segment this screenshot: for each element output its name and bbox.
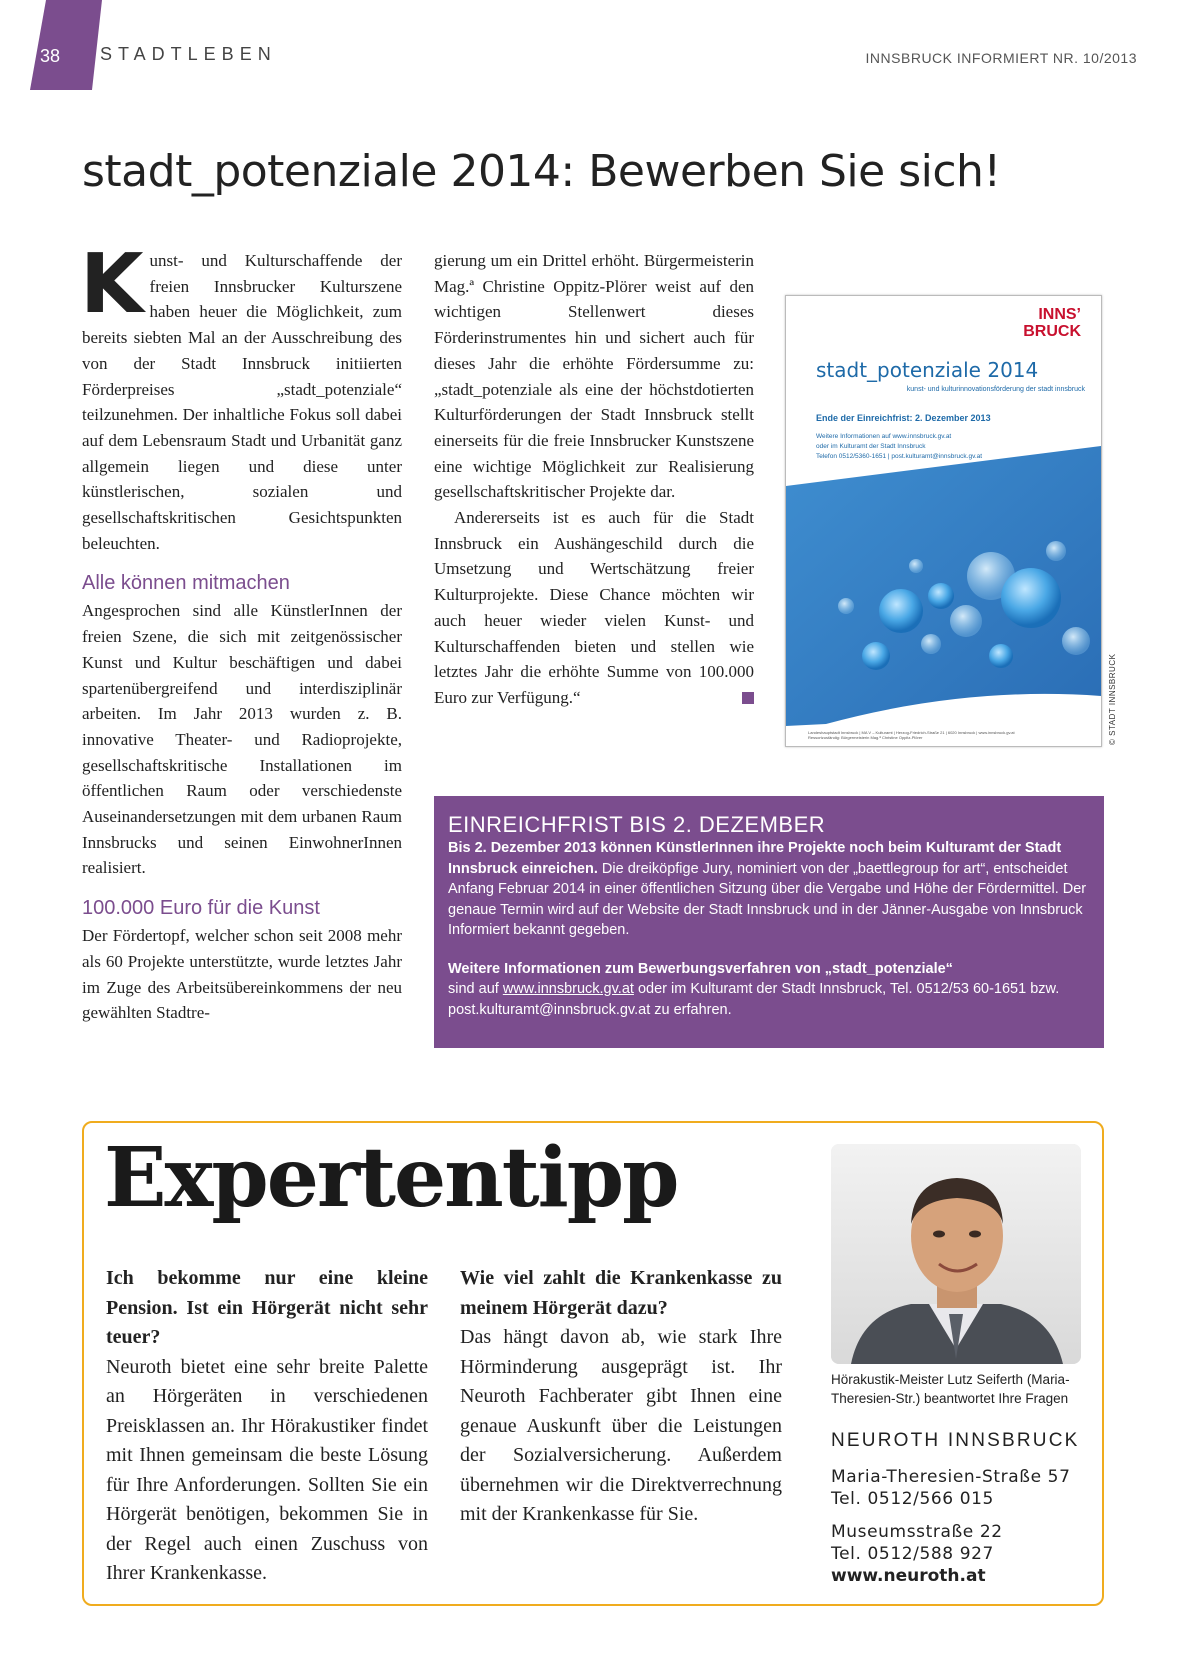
brochure-title: stadt_potenziale 2014: [816, 358, 1039, 382]
address-1-phone: Tel. 0512/566 015: [831, 1489, 994, 1509]
photo-credit: © STADT INNSBRUCK: [1108, 653, 1117, 745]
brochure-deadline: Ende der Einreichfrist: 2. Dezember 2013: [816, 413, 991, 423]
bubbles-graphic: [786, 446, 1101, 746]
expert-tip-title: Expertentipp: [104, 1130, 678, 1226]
address-block-1: [831, 1466, 1071, 1510]
portrait-caption: Hörakustik-Meister Lutz Seiferth (Maria-Theresien-Str.) beantwortet Ihre Fragen: [831, 1372, 1070, 1406]
brochure-subtitle: kunst- und kulturinnovationsförderung der stadt innsbruck: [906, 386, 1085, 393]
innsbruck-website-link[interactable]: www.innsbruck.gv.at: [502, 981, 634, 997]
brochure-info-line-3: Telefon 0512/5360-1651 | post.kulturamt@innsbruck.gv.at: [816, 453, 983, 460]
address-block-2: [831, 1521, 1003, 1587]
paragraph-4-text: Andererseits ist es auch für die Stadt Innsbruck ein Aushängeschild durch die Umsetzung und Wertschätzung freier Kulturprojekte. Diese Chance möchten wir auch heuer wieder vielen Kunst- und Kulturschaffenden bieten und stellen wie letztes Jahr die erhöhte Summe von 100.000 Euro zur Verfügung.“: [434, 508, 754, 707]
brochure-footer-line-1: Landeshauptstadt Innsbruck | MA V – Kulturamt | Herzog-Friedrich-Straße 21 | 6020 Innsbruck | www.innsbruck.gv.at: [808, 730, 1015, 735]
article-column-2: [434, 248, 754, 711]
question-2: Wie viel zahlt die Krankenkasse zu meinem Hörgerät dazu?: [460, 1267, 782, 1319]
expert-column-1: [106, 1264, 428, 1589]
article-column-1: [80, 237, 402, 1026]
subhead-100000-euro: 100.000 Euro für die Kunst: [82, 897, 320, 920]
brochure-info-line-1: Weitere Informationen auf www.innsbruck.gv.at: [816, 433, 952, 440]
logo-line-2: BRUCK: [1023, 323, 1081, 340]
innsbruck-logo: [1023, 306, 1081, 340]
question-1: Ich bekomme nur eine kleine Pension. Ist ein Hörgerät nicht sehr teuer?: [106, 1267, 428, 1348]
expert-column-2: [460, 1264, 782, 1530]
address-2-street: Museumsstraße 22: [831, 1522, 1003, 1542]
deadline-info-box: [434, 796, 1104, 1048]
brochure-cover-image: [785, 295, 1102, 747]
paragraph-4: [434, 505, 754, 711]
logo-line-1: INNS’: [1038, 306, 1081, 323]
intro-paragraph: [80, 237, 402, 556]
info-box-paragraph-2: [448, 959, 1090, 1021]
info-box-text-2a: sind auf: [448, 981, 503, 997]
address-1-street: Maria-Theresien-Straße 57: [831, 1467, 1071, 1487]
end-mark-square: [742, 692, 754, 704]
info-box-bold-2: Weitere Informationen zum Bewerbungsverfahren von „stadt_potenziale“: [448, 960, 953, 977]
issue-label: INNSBRUCK INFORMIERT NR. 10/2013: [865, 50, 1137, 66]
info-box-text-1: Die dreiköpfige Jury, nominiert von der „baettlegroup for art“, entscheidet Anfang Februar 2014 in einer öffentlichen Sitzung über die Vergabe und Höhe der Fördermittel. Der genaue Termin wird auf der Website der Stadt Innsbruck und in der Jänner-Ausgabe von Innsbruck Informiert bekannt gegeben.: [448, 860, 1087, 938]
person-portrait-icon: [831, 1144, 1081, 1364]
info-box-heading: EINREICHFRIST BIS 2. DEZEMBER: [448, 812, 826, 837]
page-tab: [30, 0, 102, 90]
address-2-phone: Tel. 0512/588 927: [831, 1544, 994, 1564]
info-box-bold-1: Bis 2. Dezember 2013 können KünstlerInnen ihre Projekte noch beim Kulturamt der Stadt Innsbruck einreichen.: [448, 840, 1062, 877]
paragraph-3-part-1: Der Fördertopf, welcher schon seit 2008 mehr als 60 Projekte unterstützte, wurde letztes Jahr im Zuge des Arbeitsübereinkommens der neu gewählten Stadtre-: [82, 926, 402, 1023]
info-box-text-2b: oder im Kulturamt der Stadt Innsbruck, Tel. 0512/53 60-1651 bzw. post.kulturamt@innsbruck.gv.at zu erfahren.: [448, 981, 1060, 1018]
page-title: stadt_potenziale 2014: Bewerben Sie sich!: [82, 146, 1001, 197]
brochure-footer-line-2: Ressortzuständig: Bürgermeisterin Mag.ª Christine Oppitz-Plörer: [808, 735, 923, 740]
section-label: STADTLEBEN: [100, 44, 277, 64]
paragraph-3-part-2: gierung um ein Drittel erhöht. Bürgermeisterin Mag.ª Christine Oppitz-Plörer weist auf den wichtigen Stellenwert dieses Förderinstrumentes hin und sichert auch für dieses Jahr die erhöhte Fördersumme zu: „stadt_potenziale als eine der höchstdotierten Kulturförderungen der Stadt Innsbruck stellt einerseits für die freie Innsbrucker Kunstszene eine wichtige Möglichkeit zur Realisierung gesellschaftskritischer Projekte dar.: [434, 251, 754, 502]
page-number: 38: [40, 46, 61, 66]
brochure-info-line-2: oder im Kulturamt der Stadt Innsbruck: [816, 443, 926, 450]
intro-text: unst- und Kulturschaffende der freien Innsbrucker Kulturszene haben heuer die Möglichkeit, zum bereits siebten Mal an der Ausschreibung des von der Stadt Innsbruck initiierten Förderpreises „stadt_potenziale“ teilzunehmen. Der inhaltliche Fokus soll dabei auf dem Lebensraum Stadt und Urbanität ganz allgemein liegen und diese unter künstlerischen, sozialen und gesellschaftskritischen Gesichtspunkten beleuchten.: [82, 251, 402, 553]
neuroth-website-link[interactable]: www.neuroth.at: [831, 1566, 986, 1586]
info-box-paragraph-1: [448, 838, 1090, 941]
answer-1: Neuroth bietet eine sehr breite Palette an Hörgeräten in verschiedenen Preisklassen an. Ihr Hörakustiker findet mit Ihnen gemeinsam die beste Lösung für Ihre Anforderungen. Sollten Sie ein Hörgerät benötigen, bekommen Sie in der Regel auch einen Zuschuss von Ihrer Krankenkasse.: [106, 1355, 428, 1584]
brochure-footer: [808, 730, 1068, 740]
dropcap: K: [80, 237, 144, 332]
expert-portrait-photo: [831, 1144, 1081, 1364]
company-name: NEUROTH INNSBRUCK: [831, 1430, 1080, 1451]
answer-2: Das hängt davon ab, wie stark Ihre Hörminderung ausgeprägt ist. Ihr Neuroth Fachberater gibt Ihnen eine genaue Auskunft über die Leistungen der Sozialversicherung. Außerdem übernehmen wir die Direktverrechnung mit der Krankenkasse für Sie.: [460, 1326, 782, 1525]
subhead-alle-koennen-mitmachen: Alle können mitmachen: [82, 572, 290, 595]
paragraph-2: Angesprochen sind alle KünstlerInnen der freien Szene, die sich mit zeitgenössischer Kunst und Kultur beschäftigen und dabei spartenübergreifend und interdisziplinär arbeiten. Im Jahr 2013 wurden z. B. innovative Theater- und Radioprojekte, gesellschaftskritische Installationen im öffentlichen Raum oder verschiedenste Auseinandersetzungen mit dem urbanen Raum Innsbrucks und seinen EinwohnerInnen realisiert.: [82, 601, 402, 878]
